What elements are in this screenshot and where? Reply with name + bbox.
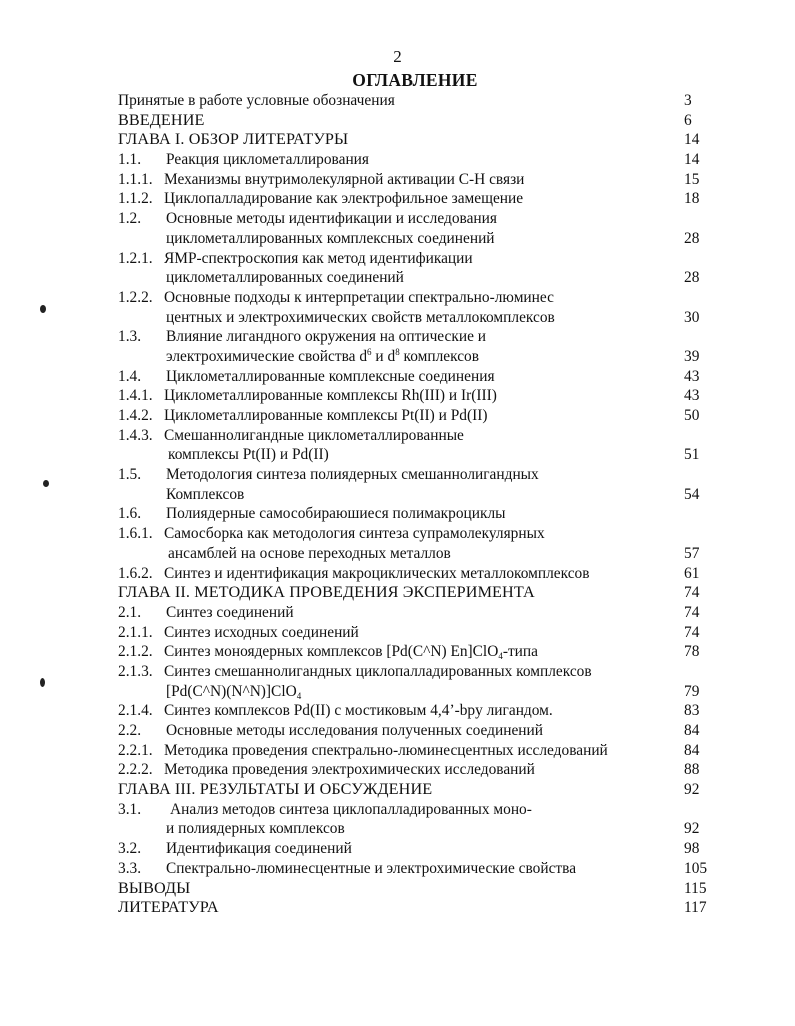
toc-entry-number: 1.2. xyxy=(118,210,142,228)
toc-entry xyxy=(118,662,718,701)
toc-entry-text: Синтез соединений xyxy=(166,603,294,621)
toc-entry-text: Реакция циклометаллирования xyxy=(166,151,370,169)
toc-page-number: 115 xyxy=(684,879,707,897)
toc-entry-number: 1.4.1. xyxy=(118,387,153,405)
toc-entry-number: 1.1. xyxy=(118,151,142,169)
toc-entry xyxy=(118,879,718,899)
toc-page-number: 14 xyxy=(684,131,700,149)
toc-page-number: 30 xyxy=(684,308,700,326)
toc-page-number: 117 xyxy=(684,899,707,917)
toc-entry xyxy=(118,386,718,406)
toc-line xyxy=(118,524,718,544)
toc-entry xyxy=(118,780,718,800)
toc-entry-text: Смешаннолигандные циклометаллированные xyxy=(164,426,464,444)
toc-line xyxy=(118,544,718,564)
toc-line xyxy=(118,800,718,820)
toc-entry-number: 2.2. xyxy=(118,722,142,739)
toc-entry xyxy=(118,642,718,662)
toc-entry-text: ансамблей на основе переходных металлов xyxy=(168,544,451,562)
toc-entry-text: Влияние лигандного окружения на оптические и xyxy=(166,328,486,346)
scan-speck xyxy=(40,678,45,687)
toc-line xyxy=(118,347,718,367)
toc-entry-text: Методика проведения спектрально-люминесцентных исследований xyxy=(164,741,608,759)
toc-entry-text: [Pd(C^N)(N^N)]ClO$_4$ xyxy=(166,682,302,701)
toc-line xyxy=(118,130,718,150)
toc-entry-text: Методика проведения электрохимических исследований xyxy=(164,761,535,779)
toc-line xyxy=(118,327,718,347)
toc-entry-text: Механизмы внутримолекулярной активации C-H связи xyxy=(164,170,525,188)
toc-entry-number: 2.1.4. xyxy=(118,702,153,720)
toc-entry xyxy=(118,130,718,150)
toc-line xyxy=(118,308,718,328)
toc-entry-text: Идентификация соединений xyxy=(166,840,352,858)
toc-entry-text: Синтез смешаннолигандных циклопалладированных комплексов xyxy=(164,662,592,680)
toc-entry-number: 2.1.3. xyxy=(118,662,153,680)
toc-entry-number: 2.1.1. xyxy=(118,623,153,641)
toc-page-number: 6 xyxy=(684,111,692,129)
toc-entry xyxy=(118,111,718,131)
toc-entry-text: Основные методы идентификации и исследования xyxy=(166,210,497,228)
toc-entry-number: 1.1.1. xyxy=(118,170,153,188)
toc-entry-text: Циклометаллированные комплексные соединения xyxy=(166,367,495,385)
toc-entry-number: 1.6. xyxy=(118,505,142,523)
toc-entry-text: Синтез и идентификация макроциклических металлокомплексов xyxy=(164,564,590,582)
toc-page-number: 28 xyxy=(684,229,700,247)
toc-page-number: 78 xyxy=(684,643,700,661)
toc-line xyxy=(118,819,718,839)
toc-entry xyxy=(118,465,718,504)
toc-entry-text: Методология синтеза полиядерных смешаннолигандных xyxy=(166,466,539,484)
toc-line xyxy=(118,898,718,918)
toc-entry xyxy=(118,741,718,761)
toc-line xyxy=(118,209,718,229)
toc-entry xyxy=(118,859,718,879)
toc-line xyxy=(118,445,718,465)
toc-entry-text: Анализ методов синтеза циклопалладированных моно- xyxy=(170,800,532,818)
toc-entry xyxy=(118,583,718,603)
toc-page-number: 14 xyxy=(684,151,700,169)
toc-entry xyxy=(118,623,718,643)
toc-line xyxy=(118,879,718,899)
toc-entry-number: 2.1. xyxy=(118,603,142,621)
toc-entry-number: 1.4.3. xyxy=(118,426,153,444)
toc-page-number: 74 xyxy=(684,603,700,621)
toc-entry xyxy=(118,288,718,327)
toc-page-number: 74 xyxy=(684,584,700,602)
toc-line xyxy=(118,701,718,721)
toc-line xyxy=(118,150,718,170)
toc-entry xyxy=(118,701,718,721)
toc-entry xyxy=(118,898,718,918)
toc-line xyxy=(118,682,718,702)
toc-page-number: 57 xyxy=(684,544,700,562)
toc-line xyxy=(118,741,718,761)
toc-page-number: 84 xyxy=(684,741,700,759)
toc-entry-text: Принятые в работе условные обозначения xyxy=(118,92,395,109)
toc-entry-text: Полиядерные самособираюшиеся полимакроциклы xyxy=(166,505,506,523)
toc-entry-number: 1.4.2. xyxy=(118,407,153,424)
toc-page-number: 74 xyxy=(684,623,700,641)
toc-page-number: 105 xyxy=(684,859,708,877)
toc-entry-text: и полиядерных комплексов xyxy=(166,820,345,838)
toc-entry xyxy=(118,170,718,190)
toc-entry-text: ГЛАВА II. МЕТОДИКА ПРОВЕДЕНИЯ ЭКСПЕРИМЕНТА xyxy=(118,583,535,602)
toc-page-number: 54 xyxy=(684,485,700,503)
toc-entry xyxy=(118,800,718,839)
toc-page-number: 92 xyxy=(684,820,700,838)
toc-entry-text: Основные подходы к интерпретации спектрально-люминес xyxy=(164,288,554,306)
toc-entry-text: Циклометаллированные комплексы Pt(II) и Pd(II) xyxy=(164,407,488,424)
toc-entry xyxy=(118,603,718,623)
toc-entry xyxy=(118,367,718,387)
toc-entry xyxy=(118,504,718,524)
toc-line xyxy=(118,465,718,485)
toc-page-number: 83 xyxy=(684,702,700,720)
toc-entry-text: Самосборка как методология синтеза супрамолекулярных xyxy=(164,525,545,543)
toc-entry-text: ЯМР-спектроскопия как метод идентификации xyxy=(164,249,473,267)
toc-entry-text: ВЫВОДЫ xyxy=(118,878,191,897)
toc-line xyxy=(118,564,718,584)
toc-line xyxy=(118,189,718,209)
toc-line xyxy=(118,504,718,524)
toc-entry xyxy=(118,564,718,584)
toc-line xyxy=(118,839,718,859)
toc-line xyxy=(118,229,718,249)
toc-line xyxy=(118,111,718,131)
toc-page-number: 84 xyxy=(684,722,700,739)
scan-speck xyxy=(40,305,46,313)
toc-line xyxy=(118,485,718,505)
toc-page-number: 3 xyxy=(684,92,692,109)
toc-entry xyxy=(118,721,718,741)
toc-line xyxy=(118,760,718,780)
toc-line xyxy=(118,386,718,406)
scan-speck xyxy=(43,480,49,487)
toc-entry-text: Спектрально-люминесцентные и электрохимические свойства xyxy=(166,859,577,877)
toc-entry xyxy=(118,760,718,780)
toc-entry-text: центных и электрохимических свойств металлокомплексов xyxy=(166,308,555,326)
toc-line xyxy=(118,288,718,308)
toc-line xyxy=(118,583,718,603)
toc-line xyxy=(118,406,718,426)
toc-line xyxy=(118,623,718,643)
toc-entry-number: 3.1. xyxy=(118,800,142,818)
toc-entry xyxy=(118,249,718,288)
toc-page-number: 88 xyxy=(684,761,700,779)
table-of-contents xyxy=(118,91,718,918)
toc-page-number: 39 xyxy=(684,347,700,365)
toc-line xyxy=(118,268,718,288)
toc-entry xyxy=(118,406,718,426)
toc-page-number: 43 xyxy=(684,367,700,385)
toc-entry-number: 1.2.1. xyxy=(118,249,153,267)
toc-entry-text: ЛИТЕРАТУРА xyxy=(118,898,219,917)
toc-entry-number: 2.1.2. xyxy=(118,643,153,661)
toc-entry xyxy=(118,839,718,859)
toc-entry-text: комплексы Pt(II) и Pd(II) xyxy=(168,446,329,464)
toc-page-number: 18 xyxy=(684,190,700,208)
toc-entry xyxy=(118,327,718,366)
toc-entry-text: Циклометаллированные комплексы Rh(III) и Ir(III) xyxy=(164,387,497,405)
toc-entry-text: ГЛАВА III. РЕЗУЛЬТАТЫ И ОБСУЖДЕНИЕ xyxy=(118,780,433,799)
toc-entry-text: циклометаллированных соединений xyxy=(166,269,404,287)
toc-entry-number: 1.6.2. xyxy=(118,564,153,582)
toc-entry xyxy=(118,189,718,209)
toc-page-number: 28 xyxy=(684,269,700,287)
toc-entry-text: Комплексов xyxy=(166,485,245,503)
toc-entry-text: Синтез исходных соединений xyxy=(164,623,359,641)
toc-page-number: 92 xyxy=(684,781,700,799)
toc-page-number: 50 xyxy=(684,407,700,424)
toc-line xyxy=(118,642,718,662)
toc-page-number: 51 xyxy=(684,446,700,464)
toc-entry-text: Синтез моноядерных комплексов [Pd(C^N) En]ClO$_4$-типа xyxy=(164,643,538,662)
toc-entry-number: 2.2.1. xyxy=(118,741,153,759)
toc-line xyxy=(118,426,718,446)
toc-page-number: 15 xyxy=(684,170,700,188)
page-number: 2 xyxy=(393,47,402,66)
toc-page-number: 61 xyxy=(684,564,700,582)
toc-line xyxy=(118,170,718,190)
toc-line xyxy=(118,249,718,269)
toc-entry-text: Синтез комплексов Pd(II) с мостиковым 4,4’-bpy лигандом. xyxy=(164,702,553,720)
toc-entry xyxy=(118,91,718,111)
toc-entry-text: ВВЕДЕНИЕ xyxy=(118,110,205,129)
toc-line xyxy=(118,859,718,879)
toc-entry-text: Основные методы исследования полученных соединений xyxy=(166,722,544,739)
toc-entry-text: ГЛАВА I. ОБЗОР ЛИТЕРАТУРЫ xyxy=(118,130,349,149)
toc-entry-number: 3.3. xyxy=(118,859,142,877)
toc-page-number: 43 xyxy=(684,387,700,405)
toc-entry-text: электрохимические свойства $d^6$ и $d^8$ комплексов xyxy=(166,346,480,365)
toc-entry-number: 1.4. xyxy=(118,367,142,385)
toc-line xyxy=(118,721,718,741)
toc-title: ОГЛАВЛЕНИЕ xyxy=(352,70,478,90)
toc-entry xyxy=(118,150,718,170)
toc-entry-number: 1.1.2. xyxy=(118,190,153,208)
toc-entry-number: 1.6.1. xyxy=(118,525,153,543)
toc-entry-text: Циклопалладирование как электрофильное замещение xyxy=(164,190,524,208)
toc-page-number: 79 xyxy=(684,682,700,700)
toc-page-number: 98 xyxy=(684,840,700,858)
toc-line xyxy=(118,780,718,800)
toc-entry-number: 3.2. xyxy=(118,840,142,858)
toc-line xyxy=(118,662,718,682)
toc-line xyxy=(118,91,718,111)
toc-entry-text: циклометаллированных комплексных соединений xyxy=(166,229,495,247)
toc-entry-number: 1.5. xyxy=(118,466,142,484)
toc-entry-number: 2.2.2. xyxy=(118,761,153,779)
toc-entry xyxy=(118,524,718,563)
toc-entry-number: 1.2.2. xyxy=(118,288,153,306)
toc-line xyxy=(118,367,718,387)
toc-entry-number: 1.3. xyxy=(118,328,142,346)
toc-entry xyxy=(118,426,718,465)
toc-entry xyxy=(118,209,718,248)
toc-line xyxy=(118,603,718,623)
